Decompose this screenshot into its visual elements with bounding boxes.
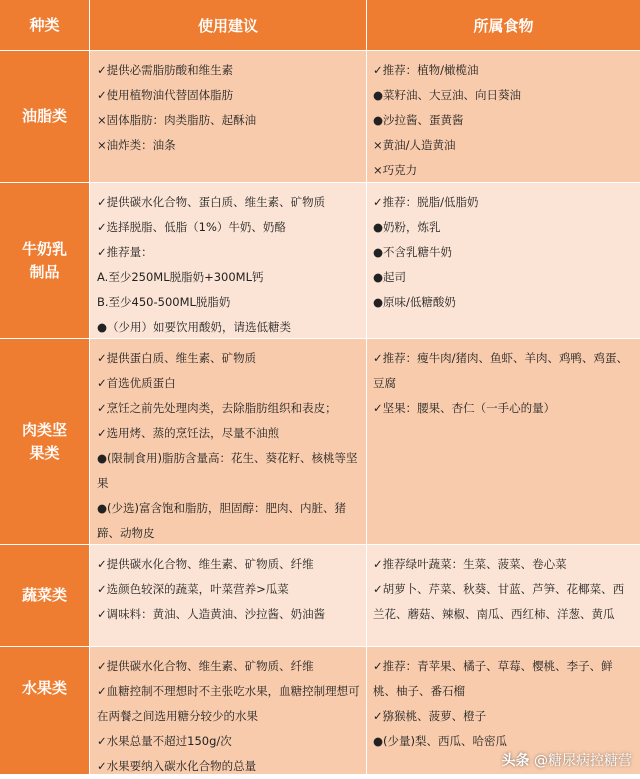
foods-cell bbox=[367, 183, 640, 338]
advice-line: ✓选择脱脂、低脂（1%）牛奶、奶酪 bbox=[97, 220, 286, 234]
advice-line: ✓首选优质蛋白 bbox=[97, 376, 176, 390]
food-line: ●原味/低糖酸奶 bbox=[373, 295, 456, 309]
table-header bbox=[0, 0, 640, 51]
table-row-meat-nuts bbox=[0, 339, 640, 545]
table-row-vegetables bbox=[0, 545, 640, 647]
food-line: ✓推荐：脱脂/低脂奶 bbox=[373, 195, 479, 209]
advice-line: ✓水果要纳入碳水化合物的总量 bbox=[97, 759, 257, 773]
header-advice: 使用建议 bbox=[90, 0, 367, 50]
food-line: ●沙拉酱、蛋黄酱 bbox=[373, 113, 464, 127]
advice-line: ✓血糖控制不理想时不主张吃水果，血糖控制理想可在两餐之间选用糖分较少的水果 bbox=[97, 684, 360, 723]
advice-cell bbox=[90, 545, 367, 646]
advice-cell bbox=[90, 339, 367, 544]
food-line: ●菜籽油、大豆油、向日葵油 bbox=[373, 88, 522, 102]
watermark bbox=[502, 750, 632, 770]
food-line: ✓推荐绿叶蔬菜：生菜、菠菜、卷心菜 bbox=[373, 557, 567, 571]
advice-line: ✓选颜色较深的蔬菜，叶菜营养>瓜菜 bbox=[97, 582, 289, 596]
advice-line: ×固体脂肪：肉类脂肪、起酥油 bbox=[97, 113, 257, 127]
advice-line: ✓调味料：黄油、人造黄油、沙拉酱、奶油酱 bbox=[97, 607, 326, 621]
category-cell: 水果类 bbox=[0, 647, 90, 774]
advice-line: ✓提供蛋白质、维生素、矿物质 bbox=[97, 351, 257, 365]
advice-line: ✓使用植物油代替固体脂肪 bbox=[97, 88, 234, 102]
food-line: ✓坚果：腰果、杏仁（一手心的量） bbox=[373, 401, 556, 415]
food-line: ×巧克力 bbox=[373, 163, 418, 177]
advice-line: ✓选用烤、蒸的烹饪法，尽量不油煎 bbox=[97, 426, 280, 440]
advice-line: ●（少用）如要饮用酸奶，请选低糖类 bbox=[97, 320, 292, 334]
watermark-text: @糖尿病控糖营 bbox=[534, 753, 632, 769]
advice-line: ✓烹饪之前先处理肉类，去除脂肪组织和表皮； bbox=[97, 401, 337, 415]
header-foods: 所属食物 bbox=[367, 0, 640, 50]
watermark-logo: 头条 bbox=[501, 753, 530, 769]
foods-cell bbox=[367, 339, 640, 544]
advice-line: B.至少450-500ML脱脂奶 bbox=[97, 295, 231, 309]
advice-line: ✓提供碳水化合物、维生素、矿物质、纤维 bbox=[97, 659, 314, 673]
advice-cell bbox=[90, 51, 367, 182]
header-category: 种类 bbox=[0, 0, 90, 50]
food-line: ●起司 bbox=[373, 270, 407, 284]
food-line: ●奶粉，炼乳 bbox=[373, 220, 441, 234]
food-line: ✓推荐：植物/橄榄油 bbox=[373, 63, 479, 77]
advice-line: A.至少250ML脱脂奶+300ML钙 bbox=[97, 270, 264, 284]
category-cell: 牛奶乳制品 bbox=[0, 183, 90, 338]
advice-line: ✓水果总量不超过150g/次 bbox=[97, 734, 232, 748]
category-cell: 肉类坚果类 bbox=[0, 339, 90, 544]
table-row-dairy bbox=[0, 183, 640, 339]
advice-cell bbox=[90, 647, 367, 774]
advice-line: ✓提供碳水化合物、蛋白质、维生素、矿物质 bbox=[97, 195, 326, 209]
category-cell: 油脂类 bbox=[0, 51, 90, 182]
table-row-oils bbox=[0, 51, 640, 183]
category-cell: 蔬菜类 bbox=[0, 545, 90, 646]
advice-line: ●(少选)富含饱和脂肪，胆固醇：肥肉、内脏、猪蹄、动物皮 bbox=[97, 501, 347, 540]
foods-cell bbox=[367, 51, 640, 182]
food-line: ✓推荐：瘦牛肉/猪肉、鱼虾、羊肉、鸡鸭、鸡蛋、豆腐 bbox=[373, 351, 629, 390]
advice-line: ●(限制食用)脂肪含量高：花生、葵花籽、核桃等坚果 bbox=[97, 451, 358, 490]
food-line: ●(少量)梨、西瓜、哈密瓜 bbox=[373, 734, 508, 748]
advice-cell bbox=[90, 183, 367, 338]
advice-line: ✓推荐量： bbox=[97, 245, 153, 259]
food-line: ✓推荐：青苹果、橘子、草莓、樱桃、李子、鲜桃、柚子、番石榴 bbox=[373, 659, 613, 698]
food-line: ✓胡萝卜、芹菜、秋葵、甘蓝、芦笋、花椰菜、西兰花、蘑菇、辣椒、南瓜、西红柿、洋葱、黄瓜 bbox=[373, 582, 625, 621]
foods-cell bbox=[367, 545, 640, 646]
food-line: ●不含乳糖牛奶 bbox=[373, 245, 453, 259]
food-line: ×黄油/人造黄油 bbox=[373, 138, 456, 152]
advice-line: ✓提供必需脂肪酸和维生素 bbox=[97, 63, 234, 77]
advice-line: ✓提供碳水化合物、维生素、矿物质、纤维 bbox=[97, 557, 314, 571]
food-line: ✓猕猴桃、菠萝、橙子 bbox=[373, 709, 487, 723]
advice-line: ×油炸类：油条 bbox=[97, 138, 176, 152]
